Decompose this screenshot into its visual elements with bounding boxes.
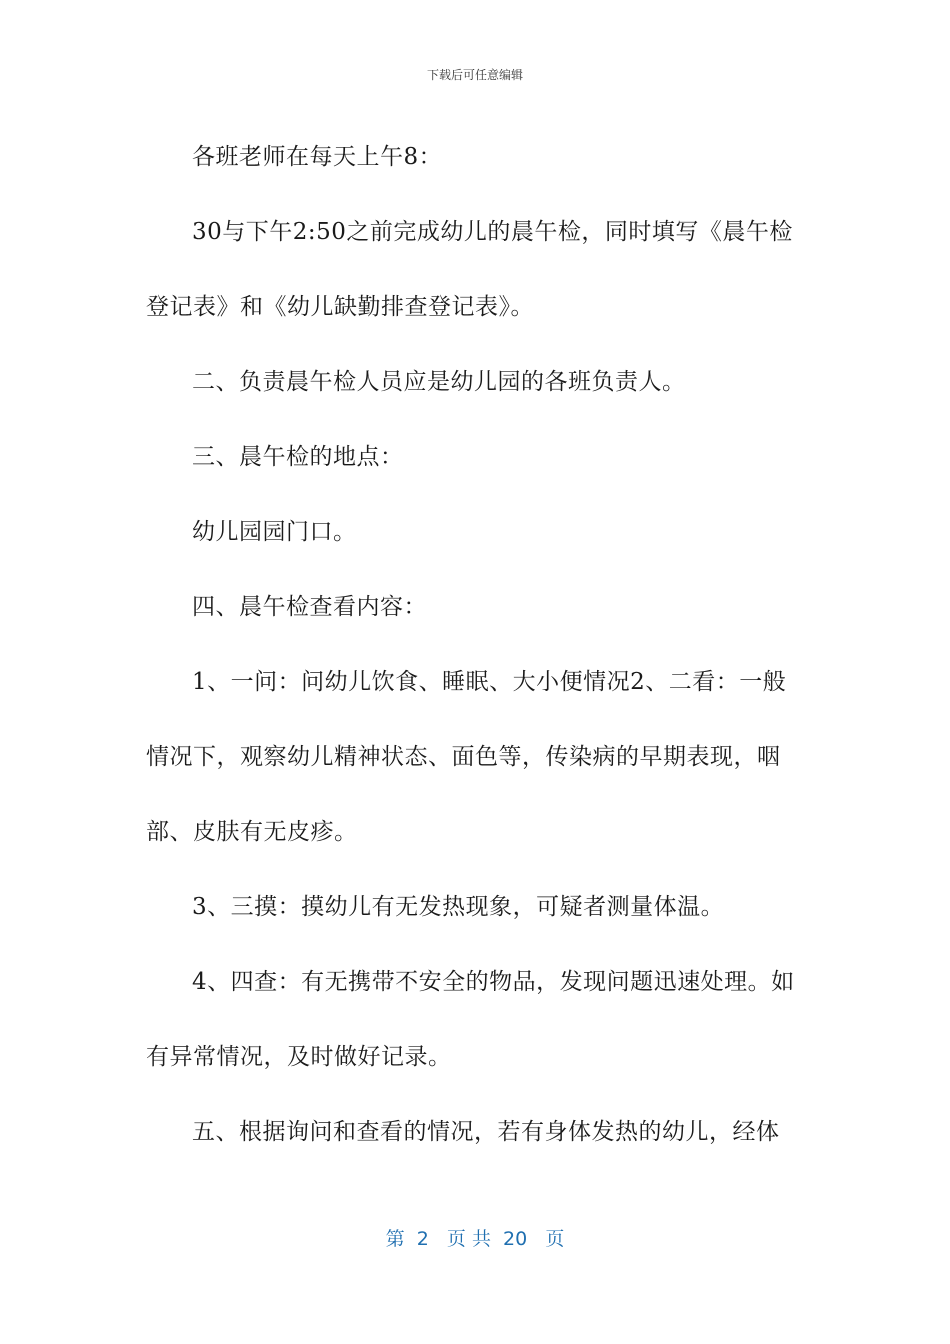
paragraph-line: 三、晨午检的地点： [192, 444, 404, 470]
paragraph-line: 四、晨午检查看内容： [192, 594, 427, 620]
paragraph-line: 1、一问：问幼儿饮食、睡眠、大小便情况2、二看：一般 [192, 669, 787, 695]
paragraph-line: 幼儿园园门口。 [192, 519, 357, 545]
document-body [146, 120, 806, 1170]
paragraph-line: 二、负责晨午检人员应是幼儿园的各班负责人。 [192, 369, 686, 395]
paragraph-line: 情况下，观察幼儿精神状态、面色等，传染病的早期表现，咽 [146, 744, 781, 770]
paragraph-line: 五、根据询问和查看的情况，若有身体发热的幼儿，经体 [192, 1119, 780, 1145]
paragraph-line: 30与下午2:50之前完成幼儿的晨午检，同时填写《晨午检 [192, 219, 793, 245]
page-footer: 第 2 页 共 20 页 [385, 1228, 565, 1250]
paragraph-line: 部、皮肤有无皮疹。 [146, 819, 358, 845]
paragraph-line: 3、三摸：摸幼儿有无发热现象，可疑者测量体温。 [192, 894, 725, 920]
paragraph-line: 各班老师在每天上午8： [192, 144, 443, 170]
page-header: 下载后可任意编辑 [426, 68, 523, 82]
paragraph-line: 4、四查：有无携带不安全的物品，发现问题迅速处理。如 [192, 969, 795, 995]
paragraph-line: 有异常情况，及时做好记录。 [146, 1044, 452, 1070]
paragraph-line: 登记表》和《幼儿缺勤排查登记表》。 [146, 294, 534, 320]
